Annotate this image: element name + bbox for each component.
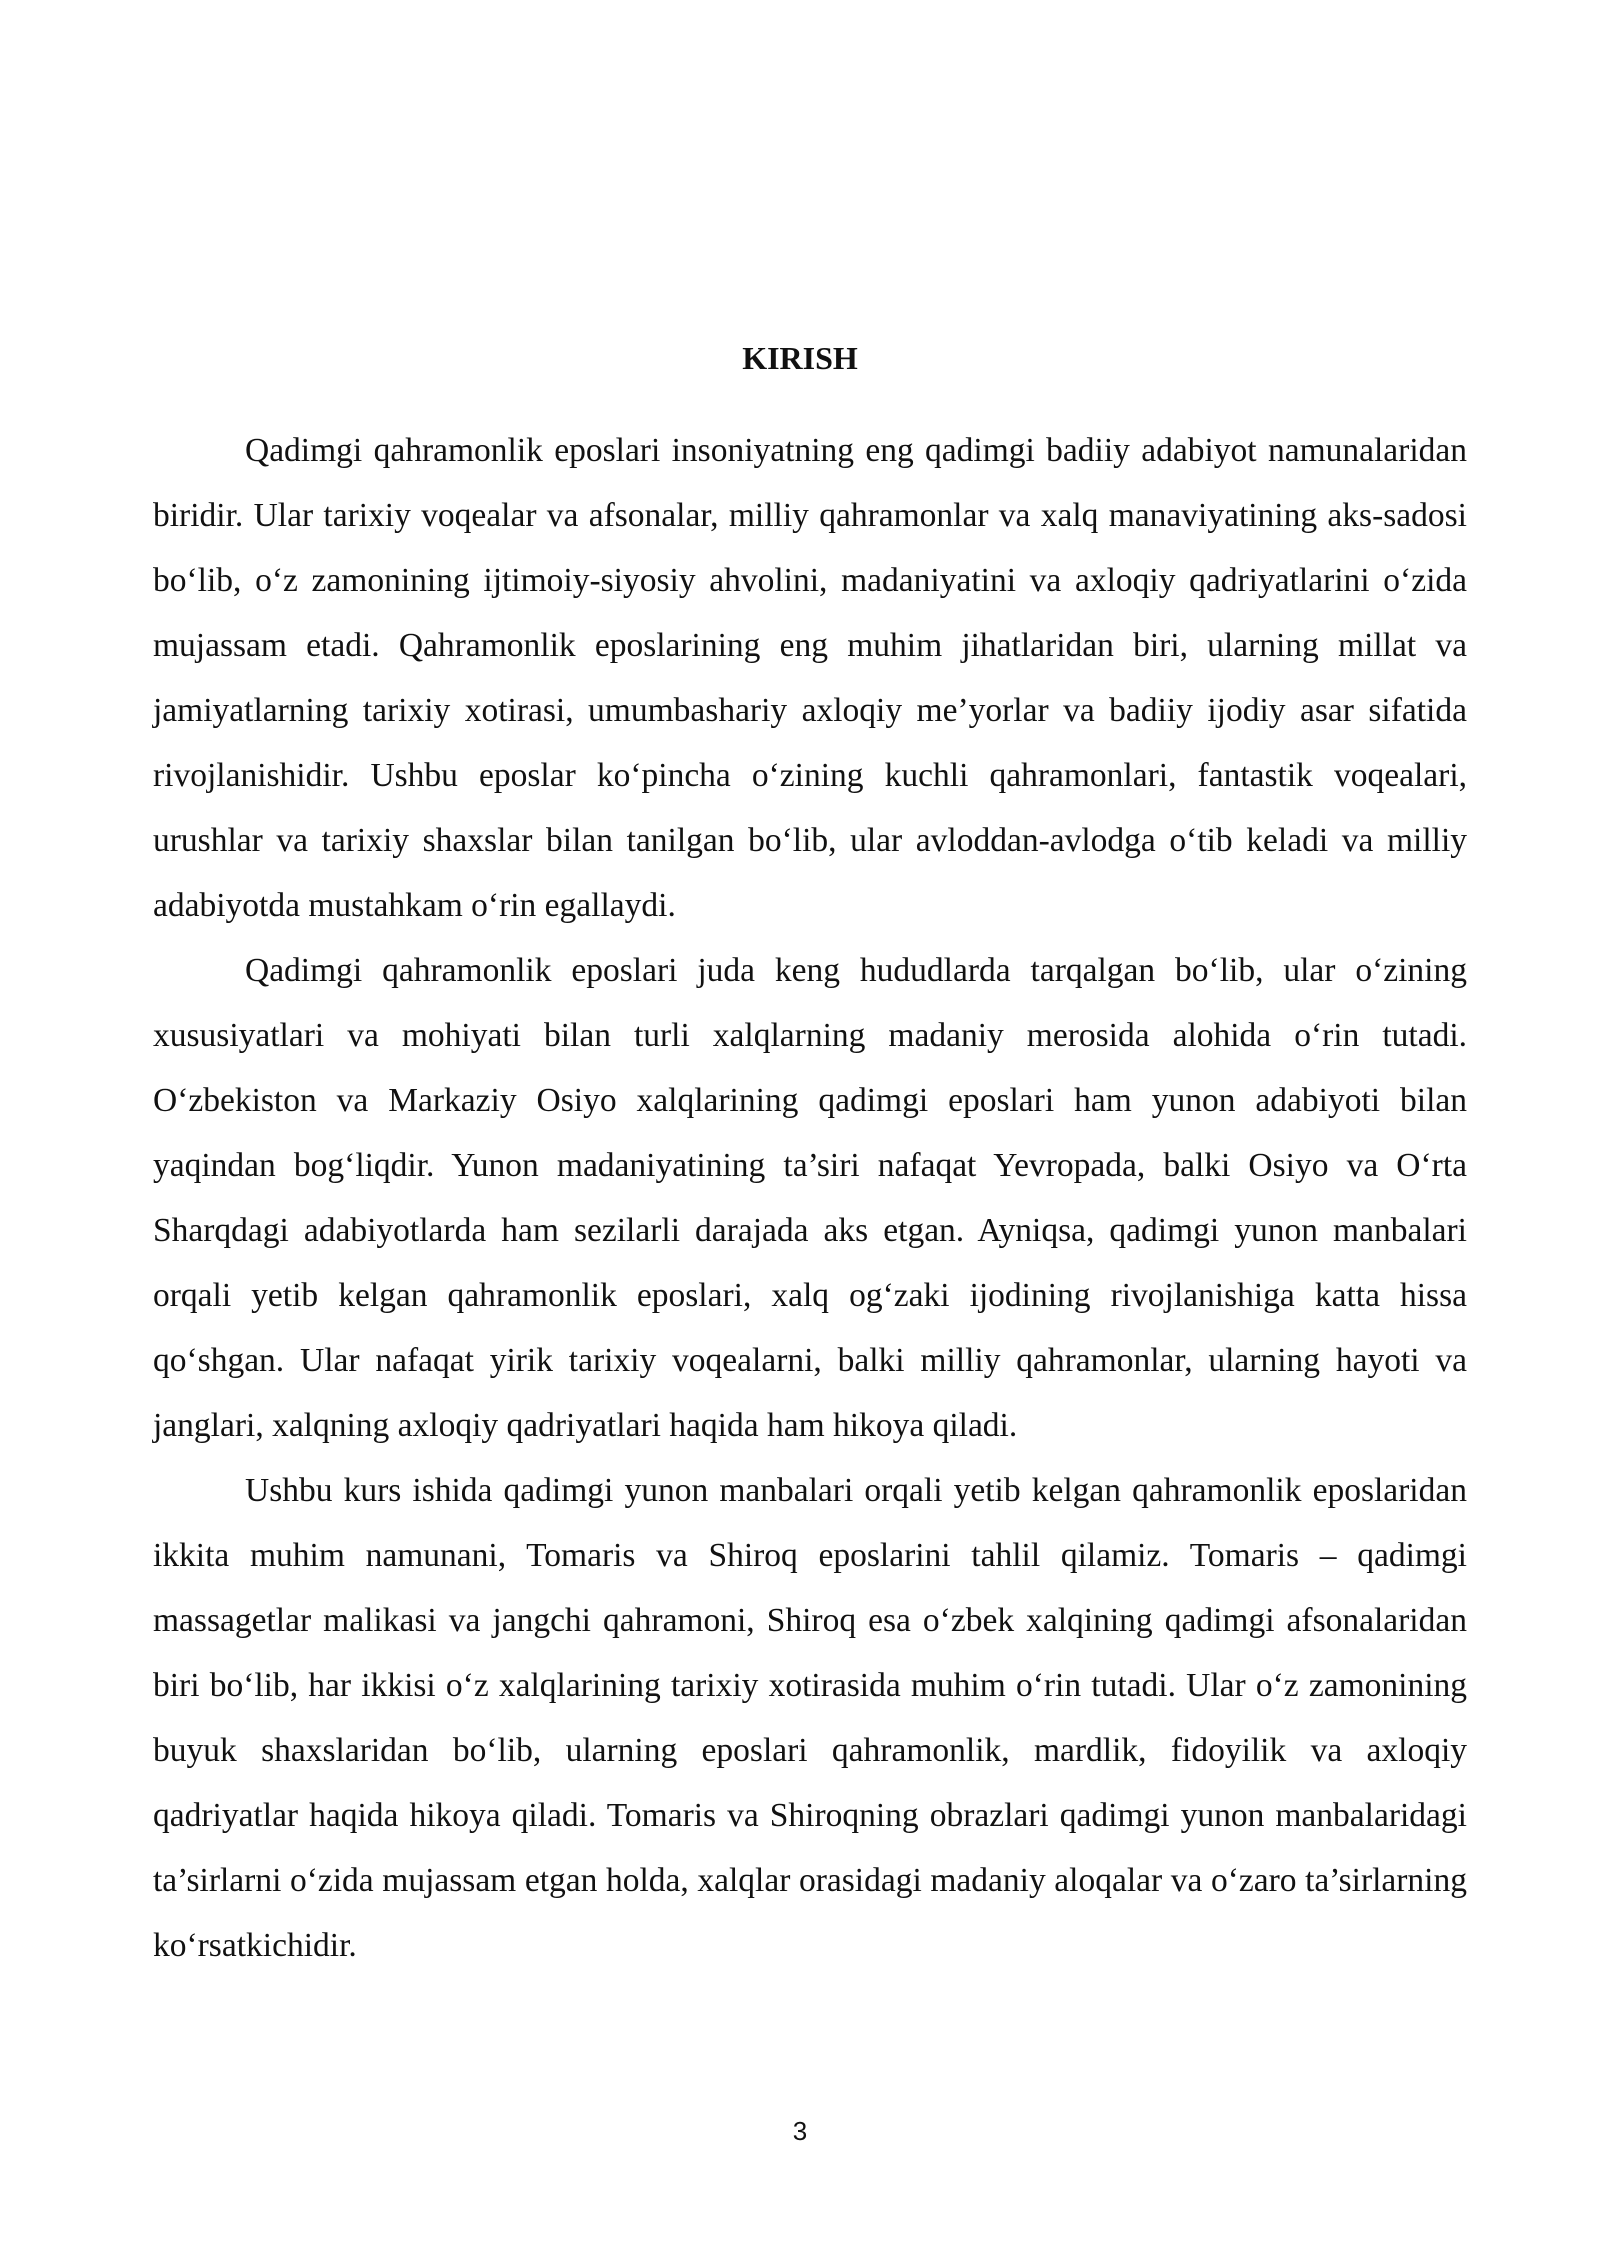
section-title: KIRISH <box>742 340 858 376</box>
paragraph-3: Ushbu kurs ishida qadimgi yunon manbalari orqali yetib kelgan qahramonlik eposlaridan ikkita muhim namunani, Tomaris va Shiroq eposlarini tahlil qilamiz. Tomaris – qadimgi massagetlar malikasi va jangchi qahramoni, Shiroq esa o‘zbek xalqining qadimgi afsonalaridan biri bo‘lib, har ikkisi o‘z xalqlarining tarixiy xotirasida muhim o‘rin tutadi. Ular o‘z zamonining buyuk shaxslaridan bo‘lib, ularning eposlari qahramonlik, mardlik, fidoyilik va axloqiy qadriyatlar haqida hikoya qiladi. Tomaris va Shiroqning obrazlari qadimgi yunon manbalaridagi ta’sirlarni o‘zida mujassam etgan holda, xalqlar orasidagi madaniy aloqalar va o‘zaro ta’sirlarning ko‘rsatkichidir. <box>153 1472 1467 1964</box>
paragraph-2: Qadimgi qahramonlik eposlari juda keng hududlarda tarqalgan bo‘lib, ular o‘zining xususiyatlari va mohiyati bilan turli xalqlarning madaniy merosida alohida o‘rin tutadi. O‘zbekiston va Markaziy Osiyo xalqlarining qadimgi eposlari ham yunon adabiyoti bilan yaqindan bog‘liqdir. Yunon madaniyatining ta’siri nafaqat Yevropada, balki Osiyo va O‘rta Sharqdagi adabiyotlarda ham sezilarli darajada aks etgan. Ayniqsa, qadimgi yunon manbalari orqali yetib kelgan qahramonlik eposlari, xalq og‘zaki ijodining rivojlanishiga katta hissa qo‘shgan. Ular nafaqat yirik tarixiy voqealarni, balki milliy qahramonlar, ularning hayoti va janglari, xalqning axloqiy qadriyatlari haqida ham hikoya qiladi. <box>153 952 1467 1444</box>
page-number: 3 <box>792 2116 808 2146</box>
body-text <box>153 418 1467 1978</box>
paragraph-1: Qadimgi qahramonlik eposlari insoniyatning eng qadimgi badiiy adabiyot namunalaridan biridir. Ular tarixiy voqealar va afsonalar, milliy qahramonlar va xalq manaviyatining aks-sadosi bo‘lib, o‘z zamonining ijtimoiy-siyosiy ahvolini, madaniyatini va axloqiy qadriyatlarini o‘zida mujassam etadi. Qahramonlik eposlarining eng muhim jihatlaridan biri, ularning millat va jamiyatlarning tarixiy xotirasi, umumbashariy axloqiy me’yorlar va badiiy ijodiy asar sifatida rivojlanishidir. Ushbu eposlar ko‘pincha o‘zining kuchli qahramonlari, fantastik voqealari, urushlar va tarixiy shaxslar bilan tanilgan bo‘lib, ular avloddan-avlodga o‘tib keladi va milliy adabiyotda mustahkam o‘rin egallaydi. <box>153 432 1467 924</box>
